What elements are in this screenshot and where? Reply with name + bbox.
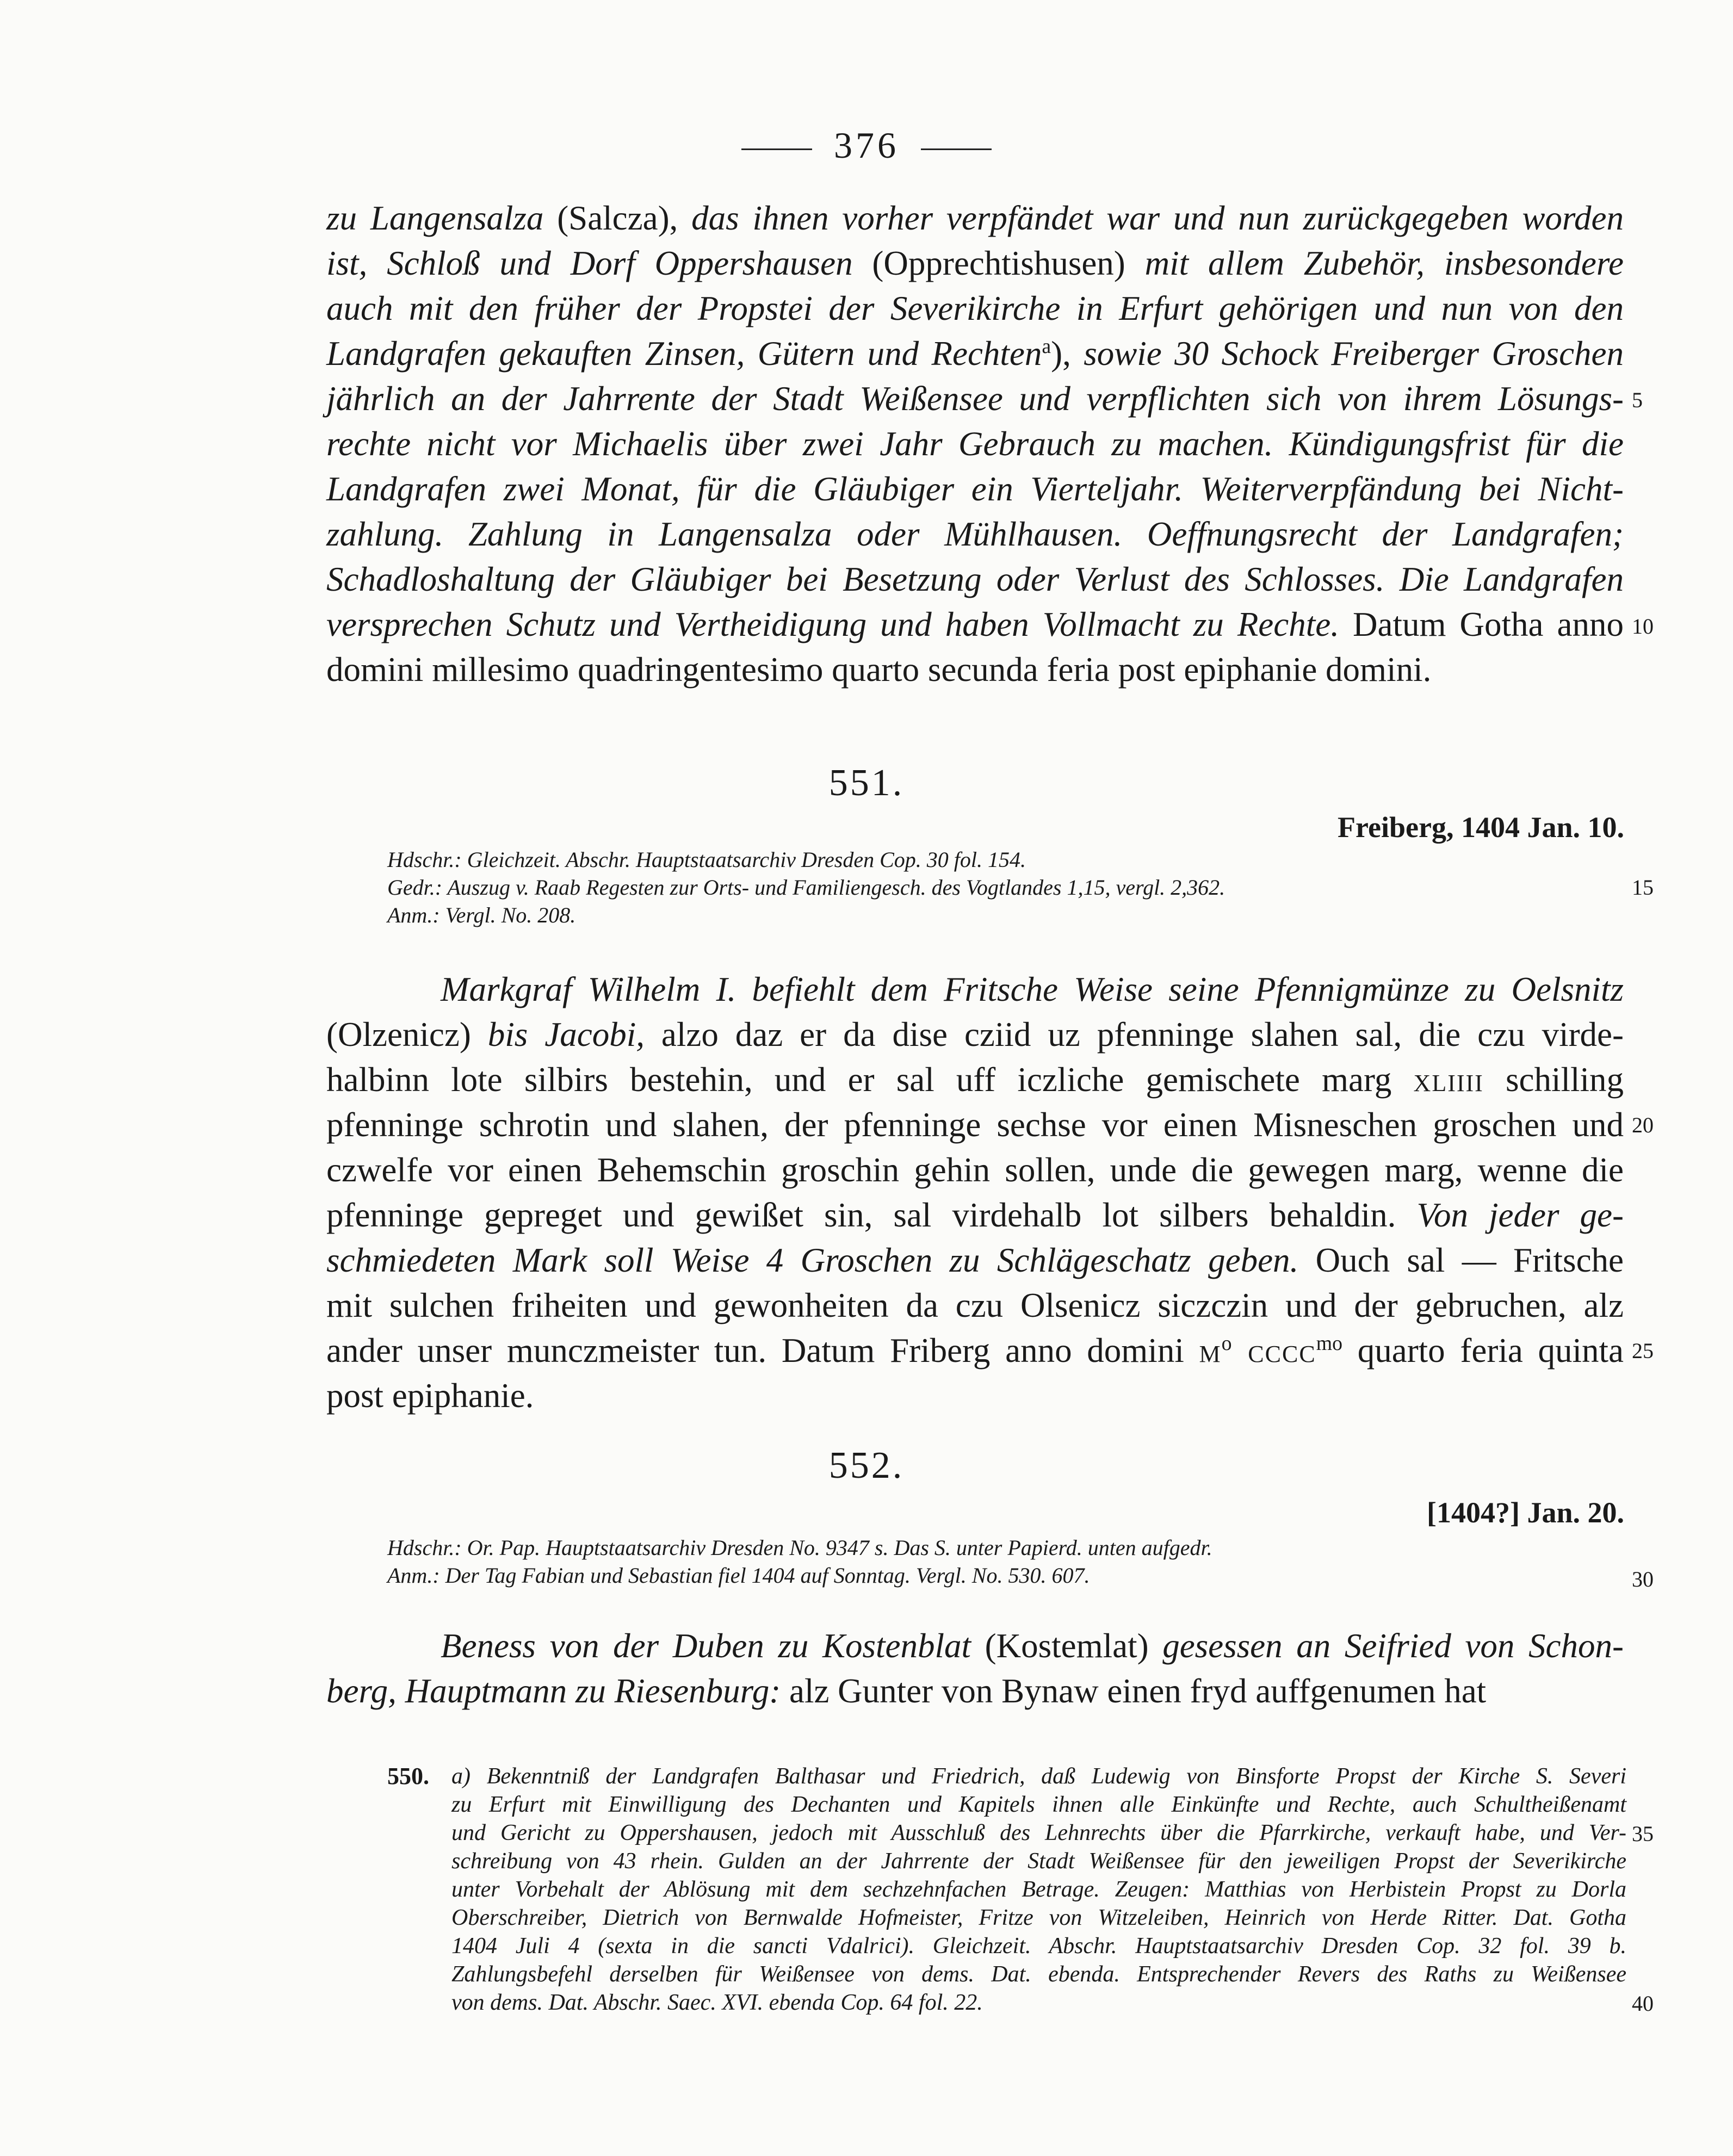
text-line xyxy=(326,967,1624,1012)
text-segment: versprechen Schutz und Vertheidigung und haben Vollmacht zu Rechte. xyxy=(326,605,1353,643)
text-segment: domini millesimo quadringentesimo quarto secunda feria post epiphanie domini. xyxy=(326,650,1432,689)
text-line xyxy=(326,1148,1624,1193)
text-line xyxy=(326,1102,1624,1148)
text-segment: Von jeder ge- xyxy=(1416,1196,1624,1234)
text-segment: pfenninge gepreget und gewißet sin, sal virdehalb lot silbers behaldin. xyxy=(326,1196,1417,1234)
line-number: 25 xyxy=(1632,1339,1654,1363)
line-number: 40 xyxy=(1632,1991,1654,2016)
text-segment: ), xyxy=(1051,334,1084,373)
doc-552-notes xyxy=(387,1534,1617,1589)
text-segment: quarto feria quinta xyxy=(1342,1331,1624,1370)
text-segment: mit allem Zubehör, insbesondere xyxy=(1144,244,1624,282)
text-segment: jährlich an der Jahrrente der Stadt Weißensee und verpflichten sich von ihrem Lösungs- xyxy=(326,380,1624,418)
text-segment: sowie 30 Schock Freiberger Groschen xyxy=(1084,334,1624,373)
text-segment: rechte nicht vor Michaelis über zwei Jahr Gebrauch zu machen. Kündigungsfrist für die xyxy=(326,425,1624,463)
doc-551-notes xyxy=(387,846,1617,929)
text-line xyxy=(326,1283,1624,1328)
text-segment: (Salcza), xyxy=(557,199,692,237)
line-number: 10 xyxy=(1632,614,1654,639)
text-segment: zahlung. Zahlung in Langensalza oder Mühlhausen. Oeffnungsrecht der Landgrafen; xyxy=(326,515,1624,553)
doc-552-place-date: [1404?] Jan. 20. xyxy=(1427,1496,1624,1529)
footnote-label: 550. xyxy=(387,1763,429,1789)
doc-551-place-date: Freiberg, 1404 Jan. 10. xyxy=(1338,811,1624,844)
text-line xyxy=(326,241,1624,286)
text-segment: gesessen an Seifried von Schon- xyxy=(1162,1627,1624,1665)
text-line xyxy=(326,422,1624,467)
text-segment: ander unser munczmeister tun. Datum Friberg anno domini xyxy=(326,1331,1199,1370)
text-line xyxy=(326,1373,1624,1418)
text-line xyxy=(326,331,1624,376)
doc-550-continuation xyxy=(326,196,1624,692)
text-line xyxy=(326,196,1624,241)
text-segment: Datum Gotha anno xyxy=(1353,605,1624,643)
text-line xyxy=(326,1328,1624,1373)
text-segment: Ouch sal — Fritsche xyxy=(1315,1241,1624,1279)
footnote-line: zu Erfurt mit Einwilligung des Dechanten und Kapitels ihnen alle Einkünfte und Rechte, auch Schultheißenamt xyxy=(451,1792,1626,1817)
text-segment: alz Gunter von Bynaw einen fryd auffgenumen hat xyxy=(789,1672,1487,1710)
text-segment: czwelfe vor einen Behemschin groschin gehin sollen, unde die gewegen marg, wenne die xyxy=(326,1151,1624,1189)
footnote-line: Oberschreiber, Dietrich von Bernwalde Hofmeister, Fritze von Witzeleiben, Heinrich von Herde Ritter. Dat. Gotha xyxy=(451,1905,1626,1930)
line-number: 5 xyxy=(1632,388,1643,412)
text-segment: Beness von der Duben zu Kostenblat xyxy=(441,1627,985,1665)
doc-551-number: 551. xyxy=(828,762,905,804)
text-segment: post epiphanie. xyxy=(326,1377,534,1415)
footnote-line: 1404 Juli 4 (sexta in die sancti Vdalrici). Gleichzeit. Abschr. Hauptstaatsarchiv Dresden Cop. 32 fol. 39 b. xyxy=(451,1934,1626,1959)
text-segment: (Opprechtishusen) xyxy=(872,244,1145,282)
text-segment: m xyxy=(1199,1331,1222,1370)
doc-552-number: 552. xyxy=(828,1445,905,1486)
page-header xyxy=(0,124,1733,167)
text-line xyxy=(326,512,1624,557)
line-number: 20 xyxy=(1632,1113,1654,1137)
page-number: 376 xyxy=(834,125,899,166)
text-segment: Landgrafen zwei Monat, für die Gläubiger ein Vierteljahr. Weiterverpfändung bei Nicht- xyxy=(326,470,1624,508)
text-line xyxy=(326,1012,1624,1057)
text-segment: pfenninge schrotin und slahen, der pfenninge sechse vor einen Misneschen groschen und xyxy=(326,1106,1624,1144)
footnote-line: Zahlungsbefehl derselben für Weißensee von dems. Dat. ebenda. Entsprechender Revers des Raths zu Weißensee xyxy=(451,1962,1626,1987)
text-segment: auch mit den früher der Propstei der Severikirche in Erfurt gehörigen und nun von den xyxy=(326,289,1624,327)
text-line xyxy=(326,1669,1624,1714)
doc-552-note: Anm.: Der Tag Fabian und Sebastian fiel 1404 auf Sonntag. Vergl. No. 530. 607. xyxy=(387,1563,1090,1588)
header-rule-right xyxy=(921,148,992,150)
text-segment: bis Jacobi, xyxy=(487,1015,661,1054)
text-segment: mo xyxy=(1316,1332,1343,1355)
text-segment: alzo daz er da dise cziid uz pfenninge slahen sal, die czu virde- xyxy=(661,1015,1624,1054)
text-segment: Landgrafen gekauften Zinsen, Gütern und Rechten xyxy=(326,334,1042,373)
header-rule-left xyxy=(741,148,812,150)
text-line xyxy=(326,467,1624,512)
text-line xyxy=(326,376,1624,422)
text-segment: o xyxy=(1221,1332,1232,1355)
text-segment: (Olzenicz) xyxy=(326,1015,488,1054)
text-line xyxy=(326,557,1624,602)
footnote-line: und Gericht zu Oppershausen, jedoch mit Ausschluß des Lehnrechts über die Pfarrkirche, verkauft habe, und Ver- xyxy=(451,1820,1626,1845)
doc-551-note: Gedr.: Auszug v. Raab Regesten zur Orts- und Familiengesch. des Vogtlandes 1,15, vergl. 2,362. xyxy=(387,875,1226,900)
line-number: 35 xyxy=(1632,1822,1654,1846)
text-line xyxy=(326,647,1624,692)
doc-552-text xyxy=(326,1624,1624,1714)
text-line xyxy=(326,1238,1624,1283)
text-line xyxy=(326,1624,1624,1669)
text-segment: schilling xyxy=(1483,1061,1624,1099)
doc-552-note: Hdschr.: Or. Pap. Hauptstaatsarchiv Dresden No. 9347 s. Das S. unter Papierd. unten aufgedr. xyxy=(387,1535,1212,1560)
text-line xyxy=(326,1193,1624,1238)
line-number: 30 xyxy=(1632,1567,1654,1591)
text-segment: schmiedeten Mark soll Weise 4 Groschen zu Schlägeschatz geben. xyxy=(326,1241,1316,1279)
footnote-line: schreibung von 43 rhein. Gulden an der Jahrrente der Stadt Weißensee für den jeweiligen Propst der Severikirche xyxy=(451,1849,1626,1874)
text-segment: (Kostemlat) xyxy=(985,1627,1163,1665)
footnote-line: a) Bekenntniß der Landgrafen Balthasar und Friedrich, daß Ludewig von Binsforte Propst der Kirche S. Severi xyxy=(451,1764,1626,1789)
text-line xyxy=(326,602,1624,647)
doc-551-note: Hdschr.: Gleichzeit. Abschr. Hauptstaatsarchiv Dresden Cop. 30 fol. 154. xyxy=(387,847,1026,872)
footnote-text xyxy=(451,1762,1626,2017)
text-line xyxy=(326,1057,1624,1102)
text-segment: Schadloshaltung der Gläubiger bei Besetzung oder Verlust des Schlosses. Die Landgrafen xyxy=(326,560,1624,598)
text-segment: mit sulchen friheiten und gewonheiten da czu Olsenicz siczczin und der gebruchen, alz xyxy=(326,1286,1624,1324)
footnote-line: unter Vorbehalt der Ablösung mit dem sechzehnfachen Betrage. Zeugen: Matthias von Herbistein Propst zu Dorla xyxy=(451,1877,1626,1902)
text-segment: halbinn lote silbirs bestehin, und er sal uff iczliche gemischete marg xyxy=(326,1061,1414,1099)
doc-551-note: Anm.: Vergl. No. 208. xyxy=(387,903,576,927)
line-number: 15 xyxy=(1632,875,1654,900)
text-segment: Markgraf Wilhelm I. befiehlt dem Fritsche Weise seine Pfennigmünze zu Oelsnitz xyxy=(441,970,1624,1008)
text-line xyxy=(326,286,1624,331)
text-segment: xliiii xyxy=(1413,1061,1484,1099)
text-segment: ist, Schloß und Dorf Oppershausen xyxy=(326,244,872,282)
text-segment: zu Langensalza xyxy=(326,199,558,237)
text-segment: a xyxy=(1042,335,1051,358)
text-segment: cccc xyxy=(1231,1331,1316,1370)
doc-551-text xyxy=(326,967,1624,1418)
footnote-line: von dems. Dat. Abschr. Saec. XVI. ebenda Cop. 64 fol. 22. xyxy=(451,1990,983,2015)
text-segment: berg, Hauptmann zu Riesenburg: xyxy=(326,1672,789,1710)
text-segment: das ihnen vorher verpfändet war und nun zurückgegeben worden xyxy=(691,199,1624,237)
